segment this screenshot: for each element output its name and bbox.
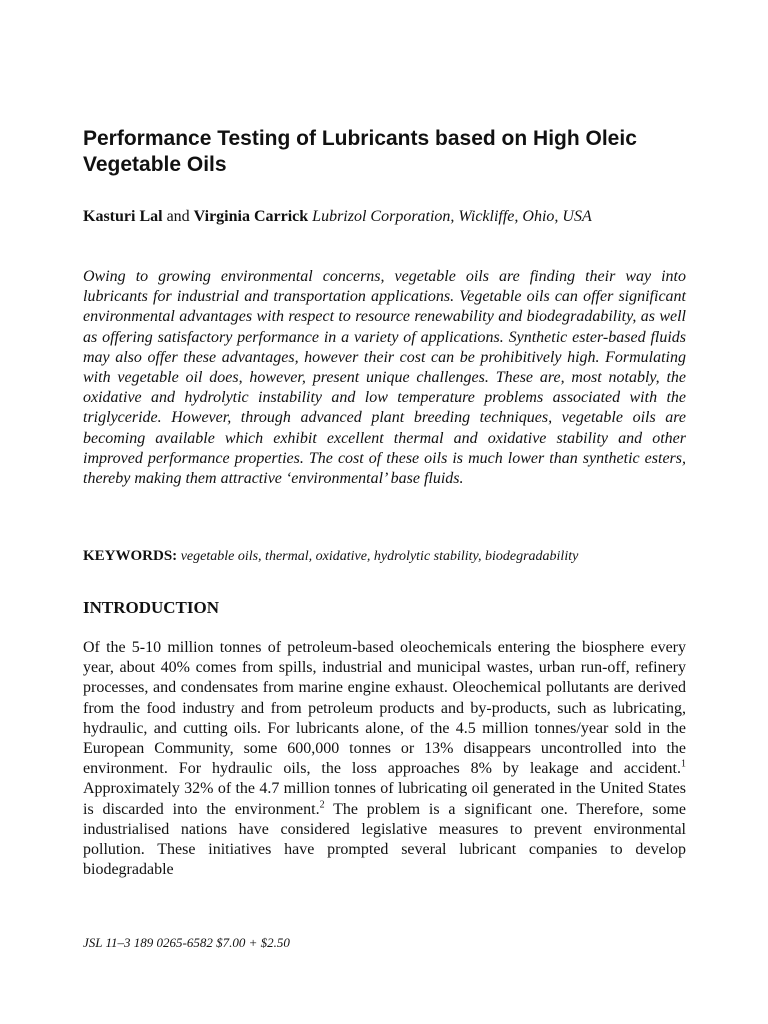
keywords-text: vegetable oils, thermal, oxidative, hydrolytic stability, biodegradability <box>180 549 579 564</box>
keywords <box>83 547 686 566</box>
author-name: Virginia Carrick <box>193 208 309 225</box>
article-title: Performance Testing of Lubricants based on High Oleic Vegetable Oils <box>83 127 637 176</box>
intro-text: The problem is a significant one. Therefore, some industrialised nations have considered legislative measures to prevent environmental pollution. These initiatives have prompted several lubricant companies to develop biodegradable <box>83 800 686 879</box>
section-heading: INTRODUCTION <box>83 598 220 617</box>
page-footer: JSL 11–3 189 0265-6582 $7.00 + $2.50 <box>83 935 290 950</box>
reference-marker: 2 <box>319 799 325 811</box>
abstract: Owing to growing environmental concerns, vegetable oils are finding their way into lubricants for industrial and transportation applications. Vegetable oils can offer significant environmental advantages with respect to resource renewability and biodegradability, as well as offering satisfactory performance in a variety of applications. Synthetic ester-based fluids may also offer these advantages, however their cost can be prohibitively high. Formulating with vegetable oil does, however, present unique challenges. These are, most notably, the oxidative and hydrolytic instability and low temperature problems associated with the triglyceride. However, through advanced plant breeding techniques, vegetable oils are becoming available which exhibit excellent thermal and oxidative stability and other improved performance properties. The cost of these oils is much lower than synthetic esters, thereby making them attractive ‘environmental’ base fluids. <box>83 268 686 488</box>
author-conjunction: and <box>166 208 190 225</box>
author-affiliation: Lubrizol Corporation, Wickliffe, Ohio, USA <box>312 208 592 225</box>
introduction-paragraph <box>83 638 686 880</box>
author-name: Kasturi Lal <box>83 208 163 225</box>
intro-text: Approximately 32% of the 4.7 million tonnes of lubricating oil generated in the United States is discarded into the environment. <box>83 780 686 818</box>
intro-text: Of the 5-10 million tonnes of petroleum-based oleochemicals entering the biosphere every year, about 40% comes from spills, industrial and municipal wastes, urban run-off, refinery processes, and condensates from marine engine exhaust. Oleochemical pollutants are derived from the food industry and from petroleum products and by-products, such as lubricating, hydraulic, and cutting oils. For lubricants alone, of the 4.5 million tonnes/year sold in the European Community, some 600,000 tonnes or 13% disappears uncontrolled into the environment. For hydraulic oils, the loss approaches 8% by leakage and accident. <box>83 639 686 778</box>
reference-marker: 1 <box>681 758 686 770</box>
keywords-label: KEYWORDS: <box>83 548 178 564</box>
author-line <box>83 207 686 227</box>
